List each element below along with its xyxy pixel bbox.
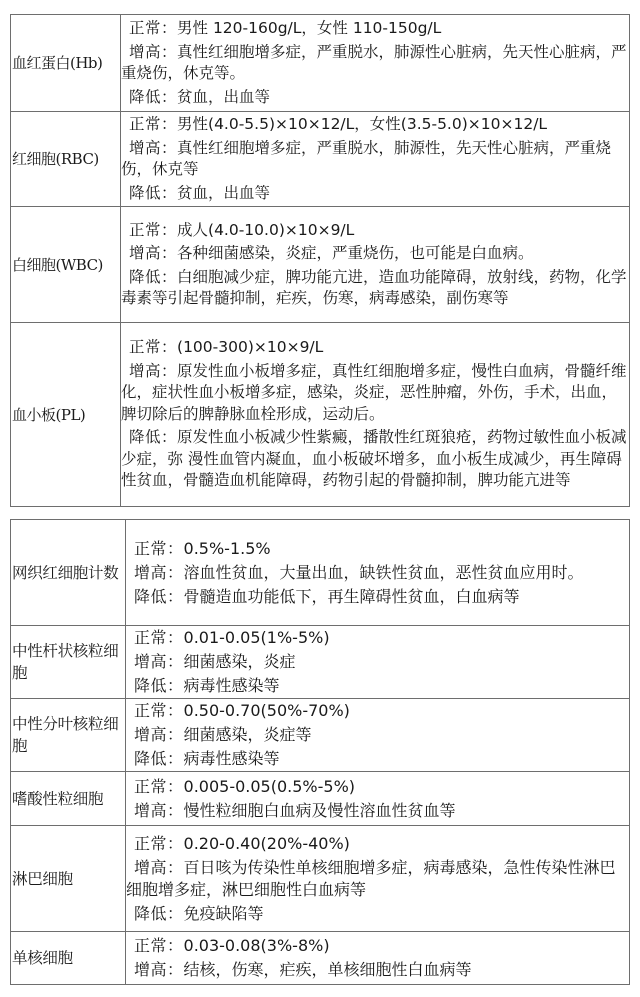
line-text: 细菌感染，炎症等 (183, 725, 312, 744)
indicator-name: 白细胞(WBC) (11, 207, 121, 323)
table-row (11, 520, 630, 626)
blood-routine-table-2 (10, 519, 630, 985)
line-label: 增高： (129, 244, 178, 262)
line-label: 正常： (134, 538, 184, 558)
line-label: 增高： (129, 138, 178, 157)
line-label: 降低： (129, 428, 178, 447)
line-label: 降低： (134, 903, 184, 923)
line-text: 原发性血小板减少性紫癜，播散性红斑狼疮，药物过敏性血小板减少症，弥 漫性血管内凝血，血小板破坏增多，血小板生成减少，再生障碍性贫血，骨髓造血机能障碍，药物引起的骨髓抑制，脾功能亢进等 (121, 428, 627, 490)
reference-line (126, 650, 629, 674)
line-label: 降低： (129, 267, 178, 286)
reference-line (121, 41, 629, 86)
indicator-name: 血小板(PL) (11, 323, 121, 507)
line-label: 增高： (134, 960, 184, 979)
indicator-description (126, 626, 630, 699)
line-text: 病毒性感染等 (183, 749, 280, 768)
line-label: 增高： (134, 725, 184, 744)
line-label: 降低： (129, 183, 178, 202)
line-text: 0.005-0.05(0.5%-5%) (183, 776, 356, 796)
reference-line (121, 137, 629, 182)
line-label: 增高： (134, 562, 184, 582)
reference-line (126, 934, 629, 958)
reference-line (126, 699, 629, 723)
indicator-description (121, 112, 630, 207)
line-text: 结核，伤寒，疟疾，单核细胞性白血病等 (183, 960, 472, 979)
line-label: 降低： (134, 676, 184, 695)
indicator-description (126, 699, 630, 772)
table-row (11, 207, 630, 323)
indicator-name: 淋巴细胞 (11, 826, 126, 932)
table-body (11, 520, 630, 985)
line-text: 病毒性感染等 (183, 676, 280, 695)
line-label: 正常： (134, 701, 184, 720)
line-text: 白细胞减少症，脾功能亢进，造血功能障碍，放射线，药物，化学毒素等引起骨髓抑制，疟疾，伤寒，病毒感染，副伤寒等 (121, 267, 627, 307)
reference-line (126, 561, 629, 585)
indicator-description (121, 323, 630, 507)
reference-line (126, 902, 629, 926)
reference-line (121, 113, 629, 137)
line-text: 0.5%-1.5% (183, 538, 271, 558)
reference-line (126, 958, 629, 982)
table-row (11, 699, 630, 772)
line-label: 降低： (134, 586, 184, 606)
reference-line (126, 832, 629, 856)
table-row (11, 626, 630, 699)
reference-line (126, 799, 629, 823)
line-label: 正常： (134, 776, 184, 796)
reference-line (126, 585, 629, 609)
blood-routine-table-1 (10, 14, 630, 507)
line-text: 0.50-0.70(50%-70%) (183, 701, 350, 720)
line-label: 正常： (134, 936, 184, 955)
reference-line (121, 86, 629, 110)
indicator-name: 血红蛋白(Hb) (11, 15, 121, 112)
line-text: 0.03-0.08(3%-8%) (183, 936, 330, 955)
line-label: 增高： (134, 800, 184, 820)
line-label: 正常： (129, 220, 178, 239)
line-text: 真性红细胞增多症，严重脱水，肺源性，先天性心脏病，严重烧伤，休克等 (121, 138, 612, 178)
reference-line (126, 723, 629, 747)
line-label: 正常： (129, 115, 178, 133)
line-text: 男性 120-160g/L，女性 110-150g/L (177, 19, 442, 37)
line-label: 降低： (129, 87, 178, 106)
line-text: 免疫缺陷等 (183, 903, 264, 923)
line-label: 增高： (134, 857, 184, 877)
indicator-name: 网织红细胞计数 (11, 520, 126, 626)
indicator-name: 单核细胞 (11, 932, 126, 985)
table-body (11, 15, 630, 507)
line-text: 0.01-0.05(1%-5%) (183, 628, 330, 647)
reference-line (121, 426, 629, 493)
line-text: 骨髓造血功能低下，再生障碍性贫血，白血病等 (183, 586, 520, 606)
reference-line (121, 336, 629, 360)
line-text: 成人(4.0-10.0)×10×9/L (177, 220, 355, 239)
reference-line (121, 182, 629, 206)
reference-line (126, 674, 629, 698)
reference-line (121, 17, 629, 41)
line-label: 正常： (134, 628, 184, 647)
line-text: 原发性血小板增多症，真性红细胞增多症，慢性白血病，骨髓纤维化，症状性血小板增多症，感染，炎症，恶性肿瘤，外伤，手术，出血，脾切除后的脾静脉血栓形成，运动后。 (121, 361, 627, 423)
table-row (11, 932, 630, 985)
line-label: 降低： (134, 749, 184, 768)
reference-line (121, 360, 629, 427)
line-text: 细菌感染，炎症 (183, 652, 296, 671)
indicator-description (126, 772, 630, 826)
line-label: 增高： (134, 652, 184, 671)
line-text: 贫血，出血等 (177, 183, 271, 202)
table-row (11, 826, 630, 932)
line-label: 正常： (129, 338, 178, 357)
indicator-name: 中性分叶核粒细胞 (11, 699, 126, 772)
table-row (11, 112, 630, 207)
table-row (11, 15, 630, 112)
indicator-name: 中性杆状核粒细胞 (11, 626, 126, 699)
line-text: (100-300)×10×9/L (177, 338, 324, 357)
line-text: 0.20-0.40(20%-40%) (183, 833, 350, 853)
indicator-name: 红细胞(RBC) (11, 112, 121, 207)
reference-line (121, 219, 629, 243)
line-label: 增高： (129, 361, 178, 380)
indicator-description (126, 520, 630, 626)
reference-line (126, 626, 629, 650)
line-text: 各种细菌感染，炎症，严重烧伤，也可能是白血病。 (177, 244, 534, 262)
line-text: 慢性粒细胞白血病及慢性溶血性贫血等 (183, 800, 456, 820)
reference-line (126, 775, 629, 799)
indicator-description (121, 15, 630, 112)
indicator-description (121, 207, 630, 323)
line-label: 正常： (129, 19, 178, 37)
reference-line (121, 266, 629, 311)
reference-line (121, 242, 629, 266)
line-text: 百日咳为传染性单核细胞增多症，病毒感染，急性传染性淋巴细胞增多症，淋巴细胞性白血病等 (126, 857, 616, 899)
table-row (11, 772, 630, 826)
line-text: 溶血性贫血，大量出血，缺铁性贫血，恶性贫血应用时。 (183, 562, 584, 582)
line-label: 增高： (129, 42, 178, 61)
line-label: 正常： (134, 833, 184, 853)
indicator-description (126, 932, 630, 985)
reference-line (126, 856, 629, 902)
reference-line (126, 537, 629, 561)
reference-line (126, 747, 629, 771)
table-row (11, 323, 630, 507)
line-text: 男性(4.0-5.5)×10×12/L，女性(3.5-5.0)×10×12/L (177, 115, 548, 133)
indicator-name: 嗜酸性粒细胞 (11, 772, 126, 826)
line-text: 真性红细胞增多症，严重脱水，肺源性心脏病，先天性心脏病，严重烧伤，休克等。 (121, 42, 627, 82)
line-text: 贫血，出血等 (177, 87, 271, 106)
indicator-description (126, 826, 630, 932)
